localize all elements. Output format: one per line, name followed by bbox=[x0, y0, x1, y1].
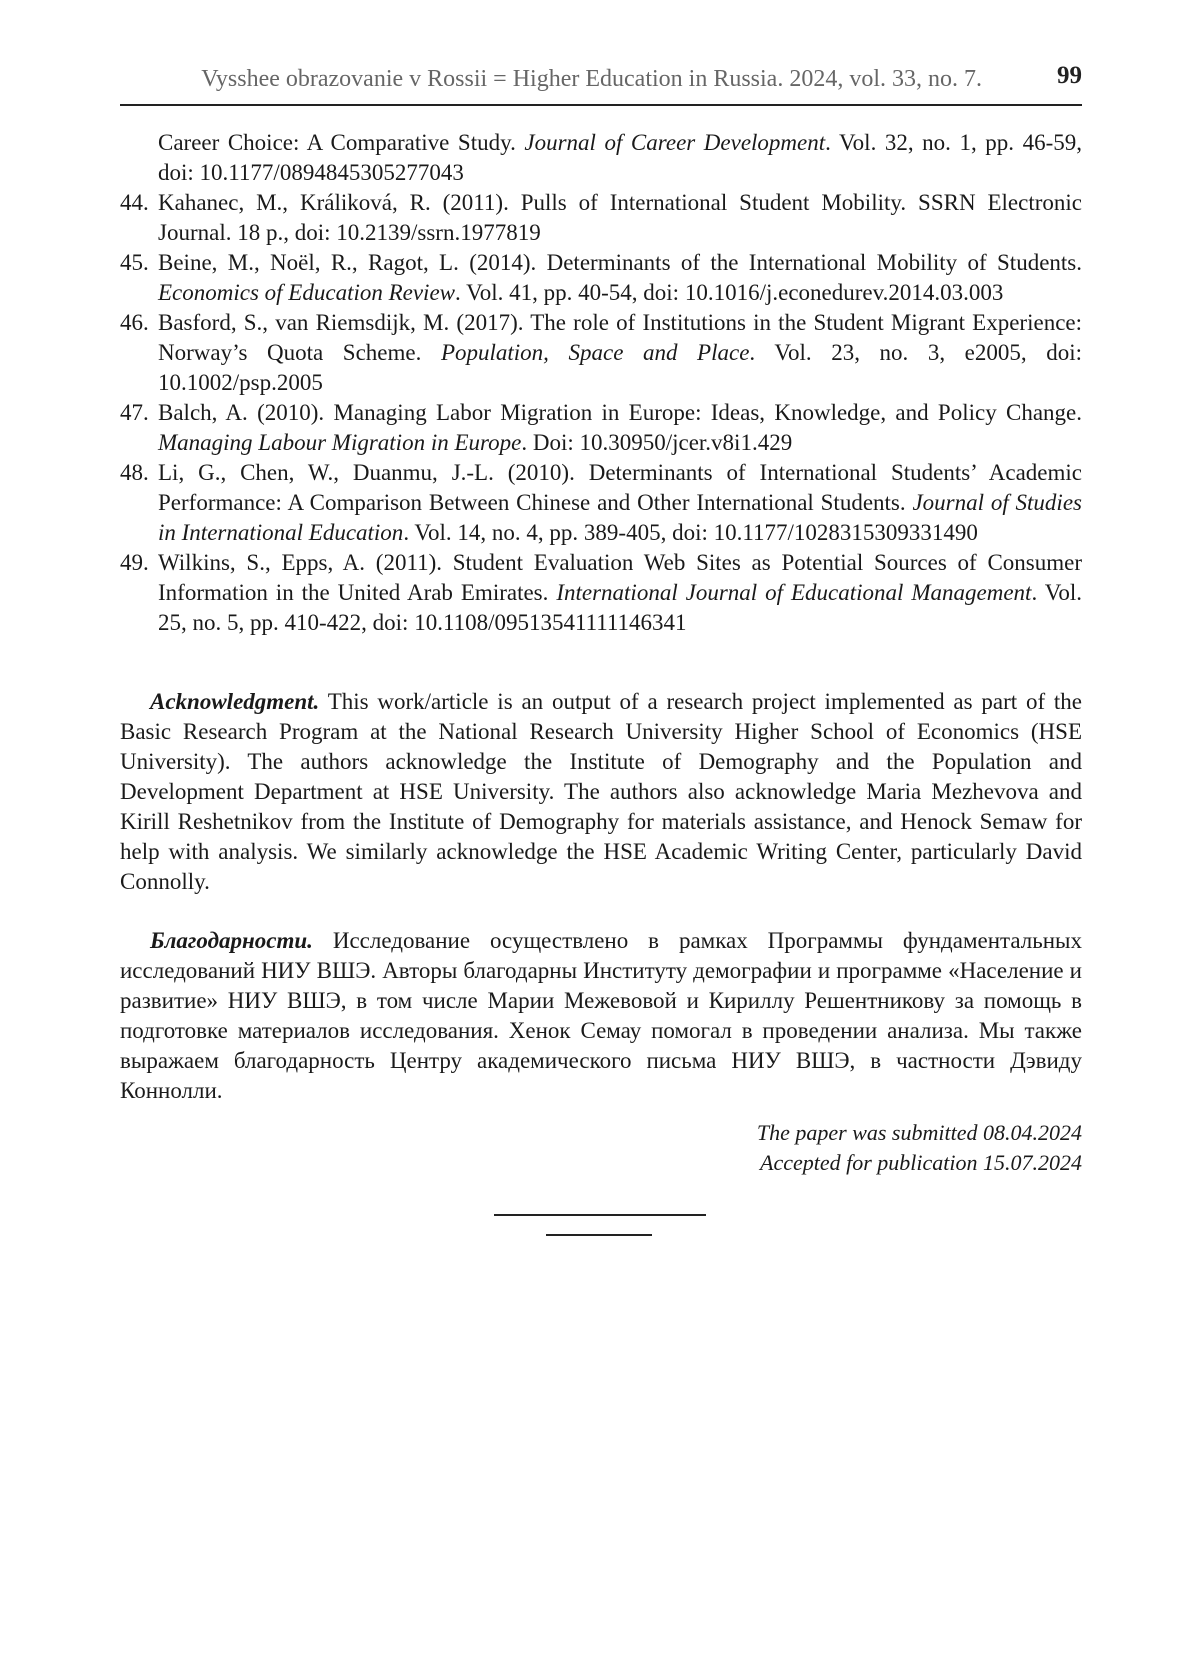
reference-details: . Vol. 25, no. 5, pp. 410-422, doi: 10.1108/09513541111146341 bbox=[158, 580, 1083, 635]
reference-text: Wilkins, S., Epps, A. (2011). Student Evaluation Web Sites as Potential Sources of Consumer Information in the United Arab Emirates. bbox=[158, 550, 1082, 605]
reference-item bbox=[120, 188, 1082, 248]
reference-details: . Doi: 10.30950/jcer.v8i1.429 bbox=[521, 430, 793, 455]
reference-number: 49. bbox=[120, 550, 149, 575]
reference-details: . Vol. 41, pp. 40-54, doi: 10.1016/j.econedurev.2014.03.003 bbox=[455, 280, 1004, 305]
reference-source: Managing Labour Migration in Europe bbox=[158, 430, 522, 455]
reference-text: Basford, S., van Riemsdijk, M. (2017). The role of Institutions in the Student Migrant Experience: Norway’s Quota Scheme. bbox=[158, 310, 1082, 365]
reference-text: Balch, A. (2010). Managing Labor Migration in Europe: Ideas, Knowledge, and Policy Change. bbox=[158, 400, 1082, 425]
acknowledgment-label: Благодарности. bbox=[150, 928, 313, 953]
reference-number: 48. bbox=[120, 460, 149, 485]
reference-source: Population, Space and Place bbox=[440, 340, 750, 365]
publication-dates bbox=[757, 1118, 1082, 1178]
reference-source: Economics of Education Review bbox=[158, 280, 456, 305]
reference-item bbox=[120, 458, 1082, 548]
reference-item bbox=[120, 548, 1082, 638]
reference-text: Kahanec, M., Králiková, R. (2011). Pulls of International Student Mobility. SSRN Electronic Journal. 18 p., doi: 10.2139/ssrn.1977819 bbox=[158, 190, 1082, 245]
reference-text: Li, G., Chen, W., Duanmu, J.-L. (2010). Determinants of International Students’ Academic Performance: A Comparison Between Chinese and Other International Students. bbox=[158, 460, 1082, 515]
acknowledgment-english bbox=[120, 687, 1082, 897]
reference-item bbox=[120, 248, 1082, 308]
reference-details: . Vol. 23, no. 3, e2005, doi: 10.1002/psp.2005 bbox=[158, 340, 1082, 395]
end-divider-short bbox=[546, 1234, 652, 1236]
running-header bbox=[120, 58, 1082, 106]
reference-number: 47. bbox=[120, 400, 149, 425]
reference-number: 44. bbox=[120, 190, 149, 215]
reference-source: Journal of Career Development bbox=[524, 130, 826, 155]
reference-item bbox=[120, 308, 1082, 398]
acknowledgment-text: This work/article is an output of a research project implemented as part of the Basic Research Program at the National Research University Higher School of Economics (HSE University). The authors acknowledge the Institute of Demography and the Population and Development Department at HSE University. The authors also acknowledge Maria Mezhevova and Kirill Reshetnikov from the Institute of Demography for materials assistance, and Henock Semaw for help with analysis. We similarly acknowledge the HSE Academic Writing Center, particularly David Connolly. bbox=[120, 689, 1082, 894]
acknowledgment-russian bbox=[120, 926, 1082, 1106]
reference-number: 46. bbox=[120, 310, 149, 335]
reference-details: . Vol. 32, no. 1, pp. 46-59, doi: 10.1177/0894845305277043 bbox=[158, 130, 1082, 185]
end-divider-long bbox=[494, 1214, 706, 1216]
reference-number: 45. bbox=[120, 250, 149, 275]
reference-item bbox=[120, 128, 1082, 188]
acknowledgment-text: Исследование осуществлено в рамках Программы фундаментальных исследований НИУ ВШЭ. Авторы благодарны Институту демографии и программе «Население и развитие» НИУ ВШЭ, в том числе Марии Межевовой и Кириллу Решентникову за помощь в подготовке материалов исследования. Хенок Семау помогал в проведении анализа. Мы также выражаем благодарность Центру академического письма НИУ ВШЭ, в частности Дэвиду Коннолли. bbox=[120, 928, 1082, 1103]
reference-source: International Journal of Educational Management bbox=[556, 580, 1032, 605]
reference-list bbox=[120, 128, 1082, 638]
acknowledgment-label: Acknowledgment. bbox=[150, 689, 320, 714]
submitted-date: The paper was submitted 08.04.2024 bbox=[756, 1120, 1082, 1145]
page-number: 99 bbox=[1057, 62, 1082, 89]
reference-details: . Vol. 14, no. 4, pp. 389-405, doi: 10.1177/1028315309331490 bbox=[403, 520, 978, 545]
reference-text: Beine, M., Noël, R., Ragot, L. (2014). Determinants of the International Mobility of Students. bbox=[158, 250, 1082, 275]
reference-text: Career Choice: A Comparative Study. bbox=[158, 130, 525, 155]
accepted-date: Accepted for publication 15.07.2024 bbox=[760, 1150, 1082, 1175]
reference-item bbox=[120, 398, 1082, 458]
reference-source: Journal of Studies in International Education bbox=[158, 490, 1082, 545]
journal-title: Vysshee obrazovanie v Rossii = Higher Education in Russia. 2024, vol. 33, no. 7. bbox=[201, 66, 982, 92]
